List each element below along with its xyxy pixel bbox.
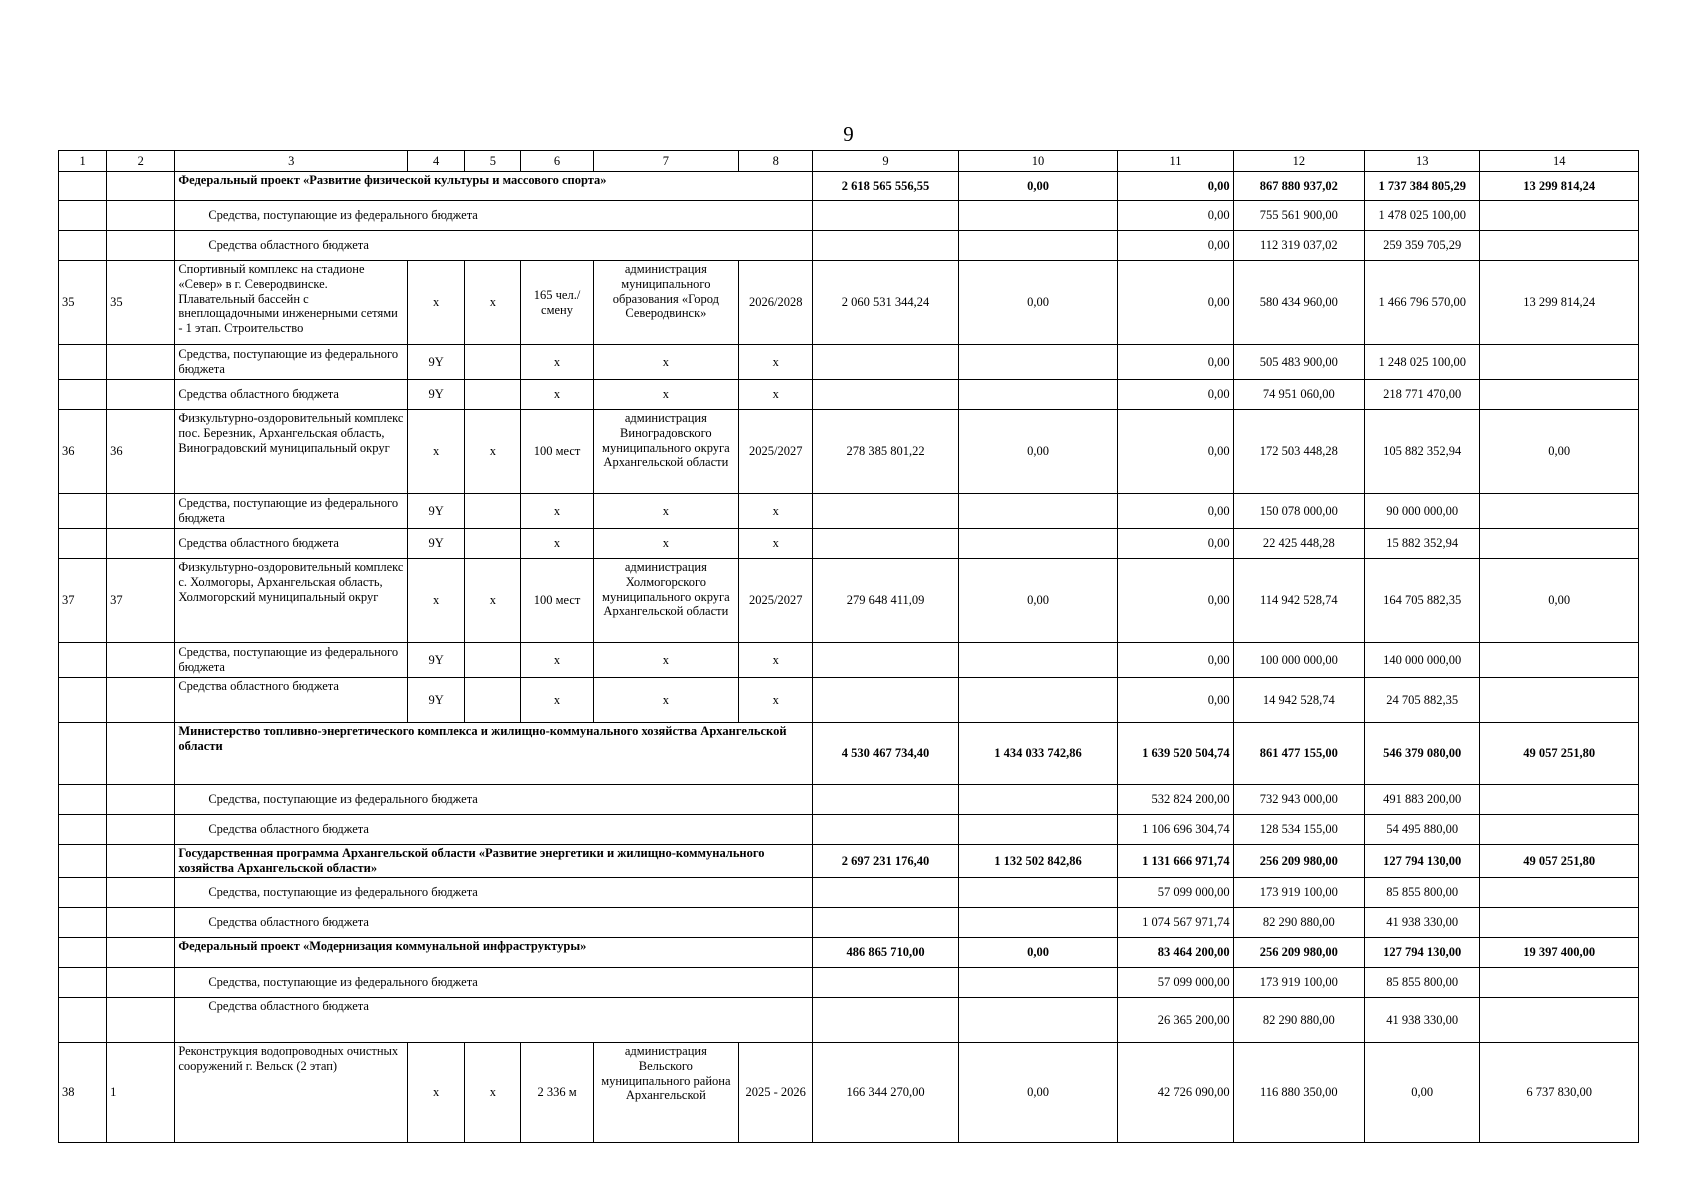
sub-number-cell <box>107 878 175 908</box>
code-cell: x <box>408 261 465 345</box>
column-number: 11 <box>1118 151 1233 172</box>
amount-col-12: 114 942 528,74 <box>1233 559 1364 643</box>
funding-source-label: Средства областного бюджета <box>175 678 408 723</box>
amount-col-12: 82 290 880,00 <box>1233 998 1364 1043</box>
capacity-cell: 100 мест <box>521 559 593 643</box>
amount-col-13: 1 737 384 805,29 <box>1365 172 1480 201</box>
budget-code: 9Y <box>408 494 465 529</box>
amount-total: 166 344 270,00 <box>813 1043 958 1143</box>
amount-col-12: 112 319 037,02 <box>1233 231 1364 261</box>
row-number-cell <box>59 172 107 201</box>
amount-col-13: 127 794 130,00 <box>1365 845 1480 878</box>
column-number: 14 <box>1480 151 1639 172</box>
column-number: 6 <box>521 151 593 172</box>
source-row <box>59 643 1639 678</box>
amount-col-10 <box>958 201 1118 231</box>
amount-col-13: 164 705 882,35 <box>1365 559 1480 643</box>
amount-col-10 <box>958 643 1118 678</box>
row-number-cell <box>59 201 107 231</box>
amount-col-11: 0,00 <box>1118 345 1233 380</box>
customer-cell: администрация муниципального образования «Город Северодвинск» <box>593 261 738 345</box>
amount-total: 486 865 710,00 <box>813 938 958 968</box>
amount-col-12: 100 000 000,00 <box>1233 643 1364 678</box>
amount-col-10: 0,00 <box>958 261 1118 345</box>
amount-col-13: 105 882 352,94 <box>1365 410 1480 494</box>
amount-col-12: 256 209 980,00 <box>1233 938 1364 968</box>
x-mark: x <box>739 643 813 678</box>
amount-col-12: 755 561 900,00 <box>1233 201 1364 231</box>
amount-total <box>813 968 958 998</box>
column-number: 13 <box>1365 151 1480 172</box>
sub-number-cell <box>107 785 175 815</box>
amount-col-10: 0,00 <box>958 938 1118 968</box>
amount-total <box>813 878 958 908</box>
object-name: Спортивный комплекс на стадионе «Север» в г. Северодвинске. Плавательный бассейн с внеплощадочными инженерными сетями - 1 этап. Строительство <box>175 261 408 345</box>
object-row <box>59 1043 1639 1143</box>
amount-col-13: 54 495 880,00 <box>1365 815 1480 845</box>
column-number: 2 <box>107 151 175 172</box>
sub-number: 37 <box>107 559 175 643</box>
period-cell: 2025 - 2026 <box>739 1043 813 1143</box>
amount-col-13: 546 379 080,00 <box>1365 723 1480 785</box>
amount-col-14 <box>1480 494 1639 529</box>
funding-source-label: Средства областного бюджета <box>175 998 813 1043</box>
amount-col-14: 13 299 814,24 <box>1480 172 1639 201</box>
amount-col-12: 256 209 980,00 <box>1233 845 1364 878</box>
sub-number-cell <box>107 998 175 1043</box>
section-row <box>59 172 1639 201</box>
row-number-cell <box>59 785 107 815</box>
amount-total <box>813 345 958 380</box>
amount-col-14: 49 057 251,80 <box>1480 723 1639 785</box>
amount-col-14: 19 397 400,00 <box>1480 938 1639 968</box>
amount-col-12: 116 880 350,00 <box>1233 1043 1364 1143</box>
section-title: Государственная программа Архангельской области «Развитие энергетики и жилищно-коммунального хозяйства Архангельской области» <box>175 845 813 878</box>
source-row <box>59 678 1639 723</box>
subsum-row <box>59 201 1639 231</box>
amount-col-12: 82 290 880,00 <box>1233 908 1364 938</box>
code-cell: x <box>465 1043 521 1143</box>
amount-col-11: 1 131 666 971,74 <box>1118 845 1233 878</box>
column-number-row <box>59 151 1639 172</box>
amount-col-12: 580 434 960,00 <box>1233 261 1364 345</box>
budget-code: 9Y <box>408 678 465 723</box>
sub-number-cell <box>107 723 175 785</box>
source-row <box>59 529 1639 559</box>
funding-source-label: Средства, поступающие из федерального бюджета <box>175 201 813 231</box>
amount-col-10 <box>958 968 1118 998</box>
amount-col-10: 0,00 <box>958 1043 1118 1143</box>
amount-col-11: 0,00 <box>1118 261 1233 345</box>
section-title: Федеральный проект «Развитие физической культуры и массового спорта» <box>175 172 813 201</box>
amount-total: 4 530 467 734,40 <box>813 723 958 785</box>
sub-number-cell <box>107 815 175 845</box>
amount-col-13: 1 248 025 100,00 <box>1365 345 1480 380</box>
x-mark: x <box>593 529 738 559</box>
amount-col-12: 22 425 448,28 <box>1233 529 1364 559</box>
amount-col-11: 1 639 520 504,74 <box>1118 723 1233 785</box>
amount-col-10: 0,00 <box>958 172 1118 201</box>
capacity-cell: 2 336 м <box>521 1043 593 1143</box>
funding-source-label: Средства, поступающие из федерального бюджета <box>175 494 408 529</box>
amount-col-10: 0,00 <box>958 410 1118 494</box>
row-number: 38 <box>59 1043 107 1143</box>
funding-source-label: Средства областного бюджета <box>175 529 408 559</box>
funding-source-label: Средства, поступающие из федерального бюджета <box>175 878 813 908</box>
amount-col-11: 0,00 <box>1118 410 1233 494</box>
sub-number-cell <box>107 201 175 231</box>
subsum-row <box>59 785 1639 815</box>
amount-col-11: 1 074 567 971,74 <box>1118 908 1233 938</box>
amount-col-10 <box>958 998 1118 1043</box>
empty-cell <box>465 380 521 410</box>
amount-col-12: 732 943 000,00 <box>1233 785 1364 815</box>
amount-col-13: 41 938 330,00 <box>1365 908 1480 938</box>
row-number-cell <box>59 231 107 261</box>
sub-number-cell <box>107 968 175 998</box>
amount-col-14 <box>1480 785 1639 815</box>
x-mark: x <box>521 678 593 723</box>
amount-col-14 <box>1480 201 1639 231</box>
amount-col-13: 1 466 796 570,00 <box>1365 261 1480 345</box>
section-row <box>59 723 1639 785</box>
period-cell: 2025/2027 <box>739 559 813 643</box>
amount-total <box>813 529 958 559</box>
amount-col-11: 0,00 <box>1118 643 1233 678</box>
amount-col-13: 85 855 800,00 <box>1365 878 1480 908</box>
amount-col-11: 1 106 696 304,74 <box>1118 815 1233 845</box>
sub-number-cell <box>107 231 175 261</box>
row-number-cell <box>59 998 107 1043</box>
amount-total: 2 697 231 176,40 <box>813 845 958 878</box>
amount-col-12: 861 477 155,00 <box>1233 723 1364 785</box>
row-number-cell <box>59 380 107 410</box>
funding-source-label: Средства, поступающие из федерального бюджета <box>175 785 813 815</box>
amount-col-10 <box>958 529 1118 559</box>
amount-col-11: 0,00 <box>1118 172 1233 201</box>
amount-col-10 <box>958 908 1118 938</box>
amount-col-11: 0,00 <box>1118 231 1233 261</box>
amount-col-10 <box>958 345 1118 380</box>
amount-col-14: 13 299 814,24 <box>1480 261 1639 345</box>
empty-cell <box>465 643 521 678</box>
amount-col-13: 15 882 352,94 <box>1365 529 1480 559</box>
amount-col-11: 57 099 000,00 <box>1118 878 1233 908</box>
budget-code: 9Y <box>408 345 465 380</box>
amount-col-14 <box>1480 380 1639 410</box>
amount-col-14 <box>1480 968 1639 998</box>
amount-total <box>813 678 958 723</box>
row-number-cell <box>59 968 107 998</box>
amount-col-14 <box>1480 678 1639 723</box>
customer-cell: администрация Вельского муниципального района Архангельской <box>593 1043 738 1143</box>
funding-source-label: Средства областного бюджета <box>175 815 813 845</box>
empty-cell <box>465 345 521 380</box>
amount-col-11: 83 464 200,00 <box>1118 938 1233 968</box>
amount-col-11: 532 824 200,00 <box>1118 785 1233 815</box>
capacity-cell: 165 чел./смену <box>521 261 593 345</box>
amount-col-13: 127 794 130,00 <box>1365 938 1480 968</box>
amount-col-12: 173 919 100,00 <box>1233 968 1364 998</box>
amount-col-11: 0,00 <box>1118 529 1233 559</box>
amount-col-11: 0,00 <box>1118 380 1233 410</box>
amount-total: 2 618 565 556,55 <box>813 172 958 201</box>
period-cell: 2026/2028 <box>739 261 813 345</box>
object-name: Физкультурно-оздоровительный комплекс пос. Березник, Архангельская область, Виноградовский муниципальный округ <box>175 410 408 494</box>
sub-number-cell <box>107 938 175 968</box>
amount-col-14 <box>1480 998 1639 1043</box>
period-cell: 2025/2027 <box>739 410 813 494</box>
sub-number: 1 <box>107 1043 175 1143</box>
amount-total: 279 648 411,09 <box>813 559 958 643</box>
funding-source-label: Средства, поступающие из федерального бюджета <box>175 968 813 998</box>
subsum-row <box>59 231 1639 261</box>
amount-col-10 <box>958 878 1118 908</box>
x-mark: x <box>739 529 813 559</box>
code-cell: x <box>408 410 465 494</box>
object-name: Физкультурно-оздоровительный комплекс с. Холмогоры, Архангельская область, Холмогорский муниципальный округ <box>175 559 408 643</box>
amount-col-14 <box>1480 908 1639 938</box>
row-number-cell <box>59 845 107 878</box>
customer-cell: администрация Виноградовского муниципального округа Архангельской области <box>593 410 738 494</box>
x-mark: x <box>521 643 593 678</box>
column-number: 9 <box>813 151 958 172</box>
x-mark: x <box>739 678 813 723</box>
x-mark: x <box>521 345 593 380</box>
x-mark: x <box>593 643 738 678</box>
column-number: 8 <box>739 151 813 172</box>
column-number: 1 <box>59 151 107 172</box>
amount-col-10: 1 132 502 842,86 <box>958 845 1118 878</box>
source-row <box>59 494 1639 529</box>
funding-source-label: Средства областного бюджета <box>175 380 408 410</box>
x-mark: x <box>521 494 593 529</box>
amount-col-12: 128 534 155,00 <box>1233 815 1364 845</box>
sub-number: 35 <box>107 261 175 345</box>
page-number: 9 <box>843 122 854 146</box>
budget-table <box>58 150 1639 1143</box>
amount-col-10: 1 434 033 742,86 <box>958 723 1118 785</box>
amount-col-13: 85 855 800,00 <box>1365 968 1480 998</box>
amount-col-13: 218 771 470,00 <box>1365 380 1480 410</box>
object-row <box>59 410 1639 494</box>
row-number-cell <box>59 678 107 723</box>
x-mark: x <box>739 494 813 529</box>
amount-col-12: 867 880 937,02 <box>1233 172 1364 201</box>
sub-number-cell <box>107 643 175 678</box>
object-row <box>59 261 1639 345</box>
column-number: 4 <box>408 151 465 172</box>
budget-code: 9Y <box>408 643 465 678</box>
sub-number: 36 <box>107 410 175 494</box>
amount-col-13: 41 938 330,00 <box>1365 998 1480 1043</box>
amount-col-13: 24 705 882,35 <box>1365 678 1480 723</box>
column-number: 7 <box>593 151 738 172</box>
funding-source-label: Средства, поступающие из федерального бюджета <box>175 345 408 380</box>
customer-cell: администрация Холмогорского муниципального округа Архангельской области <box>593 559 738 643</box>
amount-total <box>813 231 958 261</box>
amount-total <box>813 785 958 815</box>
sub-number-cell <box>107 845 175 878</box>
amount-col-10 <box>958 380 1118 410</box>
amount-col-13: 0,00 <box>1365 1043 1480 1143</box>
code-cell: x <box>408 1043 465 1143</box>
amount-col-13: 140 000 000,00 <box>1365 643 1480 678</box>
column-number: 12 <box>1233 151 1364 172</box>
x-mark: x <box>593 494 738 529</box>
column-number: 5 <box>465 151 521 172</box>
row-number-cell <box>59 529 107 559</box>
budget-code: 9Y <box>408 529 465 559</box>
amount-col-12: 14 942 528,74 <box>1233 678 1364 723</box>
x-mark: x <box>739 345 813 380</box>
amount-col-14 <box>1480 878 1639 908</box>
subsum-row <box>59 815 1639 845</box>
funding-source-label: Средства областного бюджета <box>175 908 813 938</box>
budget-code: 9Y <box>408 380 465 410</box>
subsum-row <box>59 878 1639 908</box>
amount-total <box>813 998 958 1043</box>
object-row <box>59 559 1639 643</box>
code-cell: x <box>465 559 521 643</box>
code-cell: x <box>465 410 521 494</box>
row-number-cell <box>59 938 107 968</box>
amount-col-10 <box>958 815 1118 845</box>
empty-cell <box>465 678 521 723</box>
subsum-row <box>59 908 1639 938</box>
amount-col-13: 491 883 200,00 <box>1365 785 1480 815</box>
amount-col-14: 6 737 830,00 <box>1480 1043 1639 1143</box>
capacity-cell: 100 мест <box>521 410 593 494</box>
row-number: 36 <box>59 410 107 494</box>
amount-col-11: 0,00 <box>1118 201 1233 231</box>
x-mark: x <box>739 380 813 410</box>
amount-col-14: 0,00 <box>1480 559 1639 643</box>
amount-col-14 <box>1480 231 1639 261</box>
x-mark: x <box>521 380 593 410</box>
amount-col-13: 1 478 025 100,00 <box>1365 201 1480 231</box>
section-title: Министерство топливно-энергетического комплекса и жилищно-коммунального хозяйства Архангельской области <box>175 723 813 785</box>
amount-col-10 <box>958 678 1118 723</box>
subsum-row <box>59 998 1639 1043</box>
amount-col-12: 74 951 060,00 <box>1233 380 1364 410</box>
empty-cell <box>465 529 521 559</box>
row-number-cell <box>59 878 107 908</box>
section-title: Федеральный проект «Модернизация коммунальной инфраструктуры» <box>175 938 813 968</box>
code-cell: x <box>465 261 521 345</box>
amount-total <box>813 201 958 231</box>
amount-total <box>813 643 958 678</box>
amount-col-13: 259 359 705,29 <box>1365 231 1480 261</box>
amount-total: 2 060 531 344,24 <box>813 261 958 345</box>
amount-col-12: 150 078 000,00 <box>1233 494 1364 529</box>
amount-col-11: 0,00 <box>1118 494 1233 529</box>
amount-total: 278 385 801,22 <box>813 410 958 494</box>
amount-col-12: 172 503 448,28 <box>1233 410 1364 494</box>
source-row <box>59 345 1639 380</box>
x-mark: x <box>521 529 593 559</box>
empty-cell <box>465 494 521 529</box>
x-mark: x <box>593 380 738 410</box>
sub-number-cell <box>107 908 175 938</box>
row-number-cell <box>59 643 107 678</box>
x-mark: x <box>593 678 738 723</box>
section-row <box>59 845 1639 878</box>
object-name: Реконструкция водопроводных очистных сооружений г. Вельск (2 этап) <box>175 1043 408 1143</box>
amount-col-11: 0,00 <box>1118 559 1233 643</box>
amount-col-14 <box>1480 345 1639 380</box>
row-number: 37 <box>59 559 107 643</box>
sub-number-cell <box>107 345 175 380</box>
amount-total <box>813 815 958 845</box>
funding-source-label: Средства, поступающие из федерального бюджета <box>175 643 408 678</box>
amount-col-14 <box>1480 529 1639 559</box>
sub-number-cell <box>107 529 175 559</box>
amount-total <box>813 908 958 938</box>
amount-col-14 <box>1480 643 1639 678</box>
row-number-cell <box>59 815 107 845</box>
column-number: 10 <box>958 151 1118 172</box>
row-number-cell <box>59 494 107 529</box>
sub-number-cell <box>107 678 175 723</box>
code-cell: x <box>408 559 465 643</box>
amount-col-14: 0,00 <box>1480 410 1639 494</box>
amount-col-13: 90 000 000,00 <box>1365 494 1480 529</box>
row-number: 35 <box>59 261 107 345</box>
amount-total <box>813 380 958 410</box>
funding-source-label: Средства областного бюджета <box>175 231 813 261</box>
amount-col-11: 42 726 090,00 <box>1118 1043 1233 1143</box>
amount-col-10 <box>958 785 1118 815</box>
amount-col-12: 505 483 900,00 <box>1233 345 1364 380</box>
row-number-cell <box>59 723 107 785</box>
row-number-cell <box>59 345 107 380</box>
subsum-row <box>59 968 1639 998</box>
sub-number-cell <box>107 380 175 410</box>
x-mark: x <box>593 345 738 380</box>
source-row <box>59 380 1639 410</box>
amount-col-12: 173 919 100,00 <box>1233 878 1364 908</box>
section-row <box>59 938 1639 968</box>
amount-col-11: 0,00 <box>1118 678 1233 723</box>
amount-total <box>813 494 958 529</box>
amount-col-14 <box>1480 815 1639 845</box>
column-number: 3 <box>175 151 408 172</box>
amount-col-11: 57 099 000,00 <box>1118 968 1233 998</box>
amount-col-10: 0,00 <box>958 559 1118 643</box>
amount-col-11: 26 365 200,00 <box>1118 998 1233 1043</box>
amount-col-10 <box>958 494 1118 529</box>
row-number-cell <box>59 908 107 938</box>
amount-col-14: 49 057 251,80 <box>1480 845 1639 878</box>
sub-number-cell <box>107 172 175 201</box>
sub-number-cell <box>107 494 175 529</box>
amount-col-10 <box>958 231 1118 261</box>
